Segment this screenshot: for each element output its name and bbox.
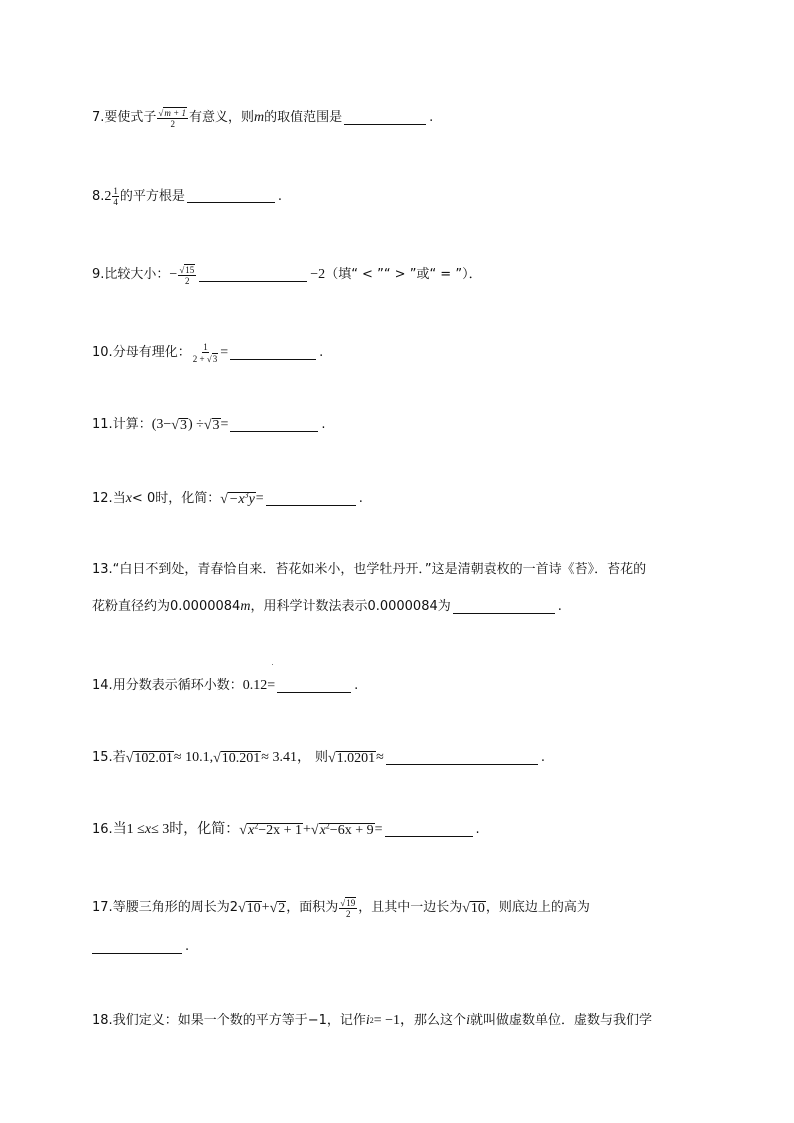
question-13-line-2 bbox=[92, 598, 562, 616]
q15-text-b: ≈ 10.1, bbox=[173, 750, 214, 765]
q10-equals: = bbox=[220, 345, 229, 360]
q8-answer-blank[interactable] bbox=[187, 190, 275, 203]
q11-radicand-1: 3 bbox=[179, 417, 187, 433]
q17-frac-radicand: 19 bbox=[346, 898, 356, 908]
q18-label: 18. bbox=[92, 1013, 113, 1028]
q11-label: 11. bbox=[92, 417, 113, 432]
question-14 bbox=[92, 677, 358, 695]
q13-answer-blank[interactable] bbox=[453, 601, 555, 614]
q13-unit: m bbox=[240, 599, 251, 614]
q12-rad-exp: 3 bbox=[244, 489, 249, 499]
q16-radicand-2 bbox=[319, 820, 375, 838]
q17-text-a: 等腰三角形的周长为2 bbox=[112, 900, 238, 915]
question-8 bbox=[92, 186, 282, 207]
q16-r1-exp: 2 bbox=[254, 820, 259, 830]
q11-equals: = bbox=[220, 417, 229, 432]
q17-end: . bbox=[185, 939, 190, 954]
q16-r2-rest: −6x + 9 bbox=[329, 822, 374, 838]
q17-label: 17. bbox=[92, 900, 113, 915]
q16-radicand-1 bbox=[247, 820, 303, 838]
q7-text-b: 有意义，则 bbox=[188, 110, 254, 125]
q17-radicand-3: 10 bbox=[470, 900, 485, 916]
q12-text-a: 当 bbox=[112, 491, 126, 506]
q10-radicand: 3 bbox=[212, 354, 218, 364]
q15-text-a: 若 bbox=[112, 750, 126, 765]
question-12: 12. 当 x < 0时，化简： √ $-x^3y$ = . bbox=[92, 489, 363, 507]
q7-text-c: 的取值范围是 bbox=[264, 110, 343, 125]
q16-r1-rest: −2x + 1 bbox=[258, 822, 302, 838]
q12-radicand bbox=[228, 489, 256, 507]
q15-text-e: ≈ bbox=[376, 750, 384, 765]
q9-radicand: 15 bbox=[185, 265, 195, 275]
q18-var: i bbox=[365, 1013, 370, 1028]
question-9 bbox=[92, 264, 482, 286]
question-18: 18. 我们定义：如果一个数的平方等于−1，记作 i 2 = −1， 那么这个 i 就叫做虚数单位．虚数与我们学 bbox=[92, 1013, 652, 1028]
q16-plus: + bbox=[302, 822, 311, 837]
q16-end: . bbox=[475, 822, 480, 837]
q8-denominator: 4 bbox=[113, 197, 118, 207]
q12-cond-var: x bbox=[125, 491, 132, 506]
q8-whole: 2 bbox=[104, 188, 112, 204]
q7-answer-blank[interactable] bbox=[344, 112, 426, 125]
q10-fraction: 1 2 + √ 3 bbox=[192, 342, 218, 364]
q7-denominator: 2 bbox=[170, 119, 175, 129]
q12-cond: < 0时，化简： bbox=[131, 491, 221, 506]
q17-text-c: ，且其中一边长为 bbox=[358, 900, 463, 915]
question-16: 16. 当1 ≤ x ≤ 3时，化简： √ $x^2-2x + 1$ + √ $x^2-6x + 9$ = . bbox=[92, 820, 480, 838]
q17-plus: + bbox=[261, 900, 270, 915]
q8-label: 8. bbox=[92, 188, 105, 204]
stray-dot bbox=[272, 664, 273, 665]
q7-text-a: 要使式子 bbox=[104, 110, 157, 125]
question-17-line-2 bbox=[92, 938, 189, 956]
q12-label: 12. bbox=[92, 491, 113, 506]
q11-expr-mid: ) ÷ bbox=[187, 417, 204, 432]
q16-r2-var: x bbox=[319, 822, 326, 838]
q17-text-b: ，面积为 bbox=[286, 900, 339, 915]
q11-text-a: 计算： bbox=[112, 417, 152, 432]
question-13-line-1 bbox=[92, 561, 646, 579]
q10-text-a: 分母有理化： bbox=[112, 345, 191, 360]
q9-answer-blank[interactable] bbox=[199, 269, 307, 282]
q12-rad-tail: y bbox=[248, 491, 255, 507]
q17-answer-blank[interactable] bbox=[92, 941, 182, 954]
q12-end: . bbox=[358, 491, 363, 506]
q14-answer-blank[interactable] bbox=[277, 680, 351, 693]
q18-text-a: 我们定义：如果一个数的平方等于−1，记作 bbox=[112, 1013, 366, 1028]
q9-denominator: 2 bbox=[185, 276, 190, 286]
q11-answer-blank[interactable] bbox=[230, 419, 318, 432]
q15-end: . bbox=[540, 750, 545, 765]
q14-end: . bbox=[354, 678, 359, 693]
q10-numerator: 1 bbox=[203, 342, 208, 352]
q18-text-c: 就叫做虚数单位．虚数与我们学 bbox=[469, 1013, 652, 1028]
q12-equals: = bbox=[255, 491, 264, 506]
q10-label: 10. bbox=[92, 345, 113, 360]
q11-expr-pre: (3− bbox=[151, 417, 172, 432]
q15-radicand-3: 1.0201 bbox=[336, 750, 376, 766]
q10-denominator-pre: 2 + bbox=[192, 354, 207, 364]
q15-radicand-2: 10.201 bbox=[221, 750, 261, 766]
q16-r2-exp: 2 bbox=[325, 820, 330, 830]
q8-end: . bbox=[277, 188, 283, 204]
q13-line-1-text: 13.“白日不到处，青春恰自来．苔花如米小，也学牡丹开．”这是清朝袁枚的一首诗《苔》．苔花的 bbox=[92, 562, 647, 577]
q17-text-d: ，则底边上的高为 bbox=[485, 900, 590, 915]
q12-answer-blank[interactable] bbox=[266, 493, 356, 506]
q14-value: 0.12 bbox=[242, 678, 268, 693]
q16-var: x bbox=[144, 822, 152, 837]
q15-text-d: 则 bbox=[314, 750, 328, 765]
q10-answer-blank[interactable] bbox=[230, 347, 316, 360]
q14-text-a: 用分数表示循环小数： bbox=[112, 678, 243, 693]
question-10 bbox=[92, 342, 323, 364]
q18-var-2: i bbox=[466, 1013, 470, 1028]
q8-fraction bbox=[112, 186, 119, 207]
question-11: 11. 计算： (3− √ 3 ) ÷ √ 3 = . bbox=[92, 417, 326, 433]
q18-equals: = −1， bbox=[373, 1013, 415, 1028]
q7-fraction: √ m + 1 2 bbox=[158, 108, 186, 129]
q16-equals: = bbox=[374, 822, 383, 837]
q14-equals: = bbox=[267, 678, 276, 693]
q17-radicand-2: 2 bbox=[278, 900, 286, 916]
q7-label: 7. bbox=[92, 110, 105, 125]
q13-end: . bbox=[557, 599, 562, 614]
q17-frac-denominator: 2 bbox=[345, 909, 351, 919]
q18-text-b: 那么这个 bbox=[414, 1013, 467, 1028]
q9-text-b: （填“ < ”“ > ”或“ = ”）． bbox=[325, 267, 482, 282]
q17-radicand-1: 10 bbox=[246, 900, 261, 916]
q15-answer-blank[interactable] bbox=[386, 752, 538, 765]
question-15: 15. 若 √ 102.01 ≈ 10.1, √ 10.201 ≈ 3.41， 则 √ 1.0201 ≈ . bbox=[92, 750, 545, 766]
q11-radicand-2: 3 bbox=[212, 417, 220, 433]
q16-answer-blank[interactable] bbox=[385, 824, 473, 837]
q15-text-c: ≈ 3.41， bbox=[261, 750, 311, 765]
question-17: 17. 等腰三角形的周长为2 √ 10 + √ 2 ，面积为 √ 19 2 ，且其中一边长为 √ 10 ，则底边上的高为 bbox=[92, 898, 590, 919]
q8-text-a: 的平方根是 bbox=[119, 188, 185, 204]
q16-label: 16. bbox=[92, 822, 113, 837]
q9-negative-sign: − bbox=[169, 267, 178, 282]
q12-rad-base: −x bbox=[228, 491, 245, 507]
q16-text-b: ≤ 3时，化简： bbox=[151, 822, 240, 837]
q7-variable: m bbox=[253, 110, 265, 125]
q7-radicand: m + 1 bbox=[164, 108, 186, 118]
q16-r1-var: x bbox=[247, 822, 255, 838]
question-7 bbox=[92, 107, 433, 129]
q8-numerator: 1 bbox=[113, 186, 118, 196]
q16-text-a: 当1 ≤ bbox=[112, 822, 145, 837]
q9-label: 9. bbox=[92, 267, 105, 282]
q15-radicand-1: 102.01 bbox=[134, 750, 173, 766]
q11-end: . bbox=[321, 417, 326, 432]
q9-rhs: −2 bbox=[310, 267, 326, 282]
q13-line-2-a: 花粉直径约为0.0000084 bbox=[92, 599, 241, 614]
q9-text-a: 比较大小： bbox=[104, 267, 170, 282]
q13-line-2-b: ，用科学计数法表示0.0000084为 bbox=[250, 599, 451, 614]
q17-fraction: √ 19 2 bbox=[340, 898, 356, 919]
q7-end: . bbox=[429, 110, 434, 125]
q14-label: 14. bbox=[92, 678, 113, 693]
q10-end: . bbox=[319, 345, 324, 360]
q9-fraction: √ 15 2 bbox=[179, 265, 195, 286]
q15-label: 15. bbox=[92, 750, 113, 765]
